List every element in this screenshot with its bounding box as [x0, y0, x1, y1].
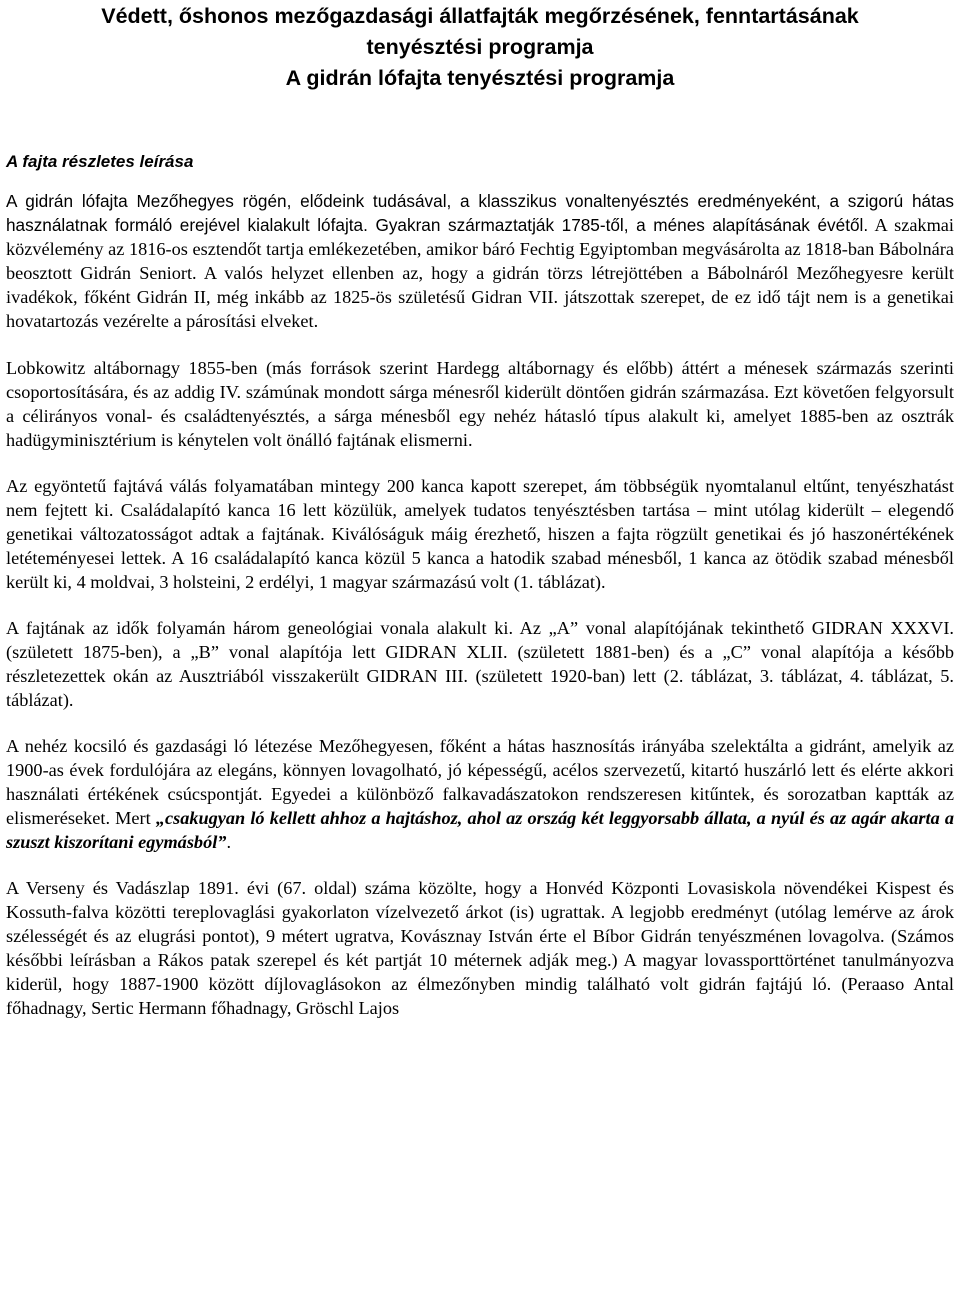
paragraph-4: A fajtának az idők folyamán három geneológiai vonala alakult ki. Az „A” vonal alapítójának tekinthető GIDRAN XXXVI. (született 1875-ben), a „B” vonal alapítója lett GIDRAN XLII. (született 1881-ben) és a „C” vonal alapítója a később részletezettek okán az Ausztriából visszakerült GIDRAN III. (született 1920-ban) lett (2. táblázat, 3. táblázat, 4. táblázat, 5. táblázat).: [6, 618, 954, 710]
paragraph-3: Az egyöntetű fajtává válás folyamatában mintegy 200 kanca kapott szerepet, ám többségük nyomtalanul eltűnt, tenyészhatást nem fejtett ki. Családalapító kanca 16 lett közülük, amelyek tudatos tenyésztésben tartása – mint utólag kiderült – elegendő genetikai változatosságot adtak a fajtának. Kiválóságuk máig érezhető, hiszen a fajta rögzült genetikai és jó haszonértékének letéteményesei lettek. A 16 családalapító kanca közül 5 kanca a hatodik szabad ménesből, 1 kanca az ötödik szabad ménesből került ki, 4 moldvai, 3 holsteini, 2 erdélyi, 1 magyar származású volt (1. táblázat).: [6, 476, 954, 592]
paragraph-5-quote: „csakugyan ló kellett ahhoz a hajtáshoz, ahol az ország két leggyorsabb állata, a nyúl és az agár akarta a szuszt kiszorítani egymásból”: [6, 808, 954, 852]
section-heading: A fajta részletes leírása: [6, 152, 194, 171]
title-line-3: A gidrán lófajta tenyésztési programja: [285, 66, 675, 90]
title-line-1: Védett, őshonos mezőgazdasági állatfajták megőrzésének, fenntartásának: [101, 4, 859, 28]
document-title: [6, 0, 954, 94]
paragraph-1-sans-part: A gidrán lófajta Mezőhegyes rögén, elődeink tudásával, a klasszikus vonaltenyésztés eredményeként, a szigorú hátas használatnak formáló erejével kialakult lófajta. Gyakran származtatják 1785-től, a ménes alapításának évétől.: [6, 191, 954, 235]
paragraph-5-text: A nehéz kocsiló és gazdasági ló létezése Mezőhegyesen, főként a hátas hasznosítás irányába szelektálta a gidránt, amelyik az 1900-as évek fordulójára az elegáns, könnyen lovagolható, jó képességű, acélos szervezetű, kitartó huszárló lett és elérte akkori használati értékének csúcspontját. Egyedei a különböző falkavadászatokon rendszeresen kitűntek, és sorozatban kaptták az elismeréseket. Mert: [6, 736, 954, 828]
paragraph-5: [6, 734, 954, 854]
paragraph-1-serif-part: A szakmai közvélemény az 1816-os esztendőt tartja emlékezetében, amikor báró Fechtig Egyiptomban megvásárolta az 1818-ban Bábolnára beosztott Gidrán Seniort. A valós helyzet ellenben az, hogy a gidrán törzs létrejöttében a Bábolnáról Mezőhegyesre került ivadékok, főként Gidrán II, még inkább az 1825-ös születésű Gidran VII. játszottak szerepet, de ez idő tájt nem is a genetikai hovatartozás vezérelte a párosítási elveket.: [6, 215, 954, 331]
paragraph-1: [6, 189, 954, 333]
paragraph-2: Lobkowitz altábornagy 1855-ben (más források szerint Hardegg altábornagy és előbb) áttért a ménesek származás szerinti csoportosítására, és az addig IV. számúnak mondott sárga ménesről kiderült döntően gidrán származása. Ezt követően felgyorsult a célirányos vonal- és családtenyésztés, a sárga ménesből egy nehéz hátasló típus alakult ki, amelyet 1885-ben az osztrák hadügyminisztérium is kénytelen volt önálló fajtának elismerni.: [6, 358, 954, 450]
document-page: [6, 0, 954, 1020]
title-line-2: tenyésztési programja: [366, 35, 594, 59]
paragraph-6: A Verseny és Vadászlap 1891. évi (67. oldal) száma közölte, hogy a Honvéd Központi Lovasiskola növendékei Kispest és Kossuth-falva közötti tereplovaglási gyakorlaton vízelvezető árkot (is) ugrattak. A legjobb eredményt (utólag lemérve az árok szélességét és az elugrási pontot), 9 métert ugratva, Kovásznay István érte el Bíbor Gidrán tenyészménen lovagolva. (Számos későbbi leírásban a Rákos patak szerepel és két partját 10 méternek adják meg.) A magyar lovassporttörténet tanulmányozva kiderül, hogy 1887-1900 között díjlovaglásokon az élmezőnyben mindig található volt gidrán fajtájú ló. (Peraaso Antal főhadnagy, Sertic Hermann főhadnagy, Gröschl Lajos: [6, 878, 954, 1018]
paragraph-5-end: .: [226, 832, 232, 852]
